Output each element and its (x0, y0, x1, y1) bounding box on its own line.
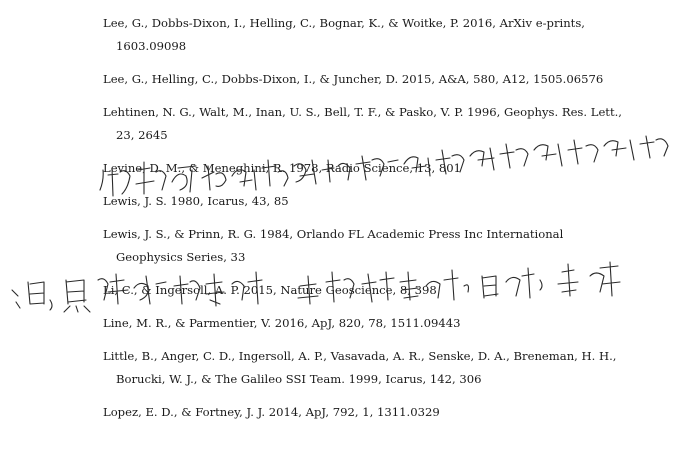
reference-entry: Levine, D. M., & Meneghini, R. 1978, Radio Science, 13, 801 (103, 161, 462, 175)
reference-entry: Lee, G., Helling, C., Dobbs-Dixon, I., & Juncher, D. 2015, A&A, 580, A12, 1505.06576 (103, 72, 604, 86)
reference-entry: Little, B., Anger, C. D., Ingersoll, A. P., Vasavada, A. R., Senske, D. A., Breneman, H. H., Borucki, W. J., & The Galileo SSI Team. 1999, Icarus, 142, 306 (103, 349, 617, 386)
reference-list (103, 12, 623, 434)
reference-entry: Li, C., & Ingersoll, A. P. 2015, Nature Geoscience, 8, 398 (103, 283, 437, 297)
reference-entry: Line, M. R., & Parmentier, V. 2016, ApJ, 820, 78, 1511.09443 (103, 316, 461, 330)
reference-entry: Lewis, J. S. 1980, Icarus, 43, 85 (103, 194, 289, 208)
reference-entry: Lewis, J. S., & Prinn, R. G. 1984, Orlando FL Academic Press Inc International Geophysics Series, 33 (103, 227, 564, 264)
reference-entry: Lee, G., Dobbs-Dixon, I., Helling, C., Bognar, K., & Woitke, P. 2016, ArXiv e-prints, 1603.09098 (103, 16, 585, 53)
reference-entry: Lehtinen, N. G., Walt, M., Inan, U. S., Bell, T. F., & Pasko, V. P. 1996, Geophys. Res. Lett., 23, 2645 (103, 105, 622, 142)
reference-entry: Lopez, E. D., & Fortney, J. J. 2014, ApJ, 792, 1, 1311.0329 (103, 405, 440, 419)
